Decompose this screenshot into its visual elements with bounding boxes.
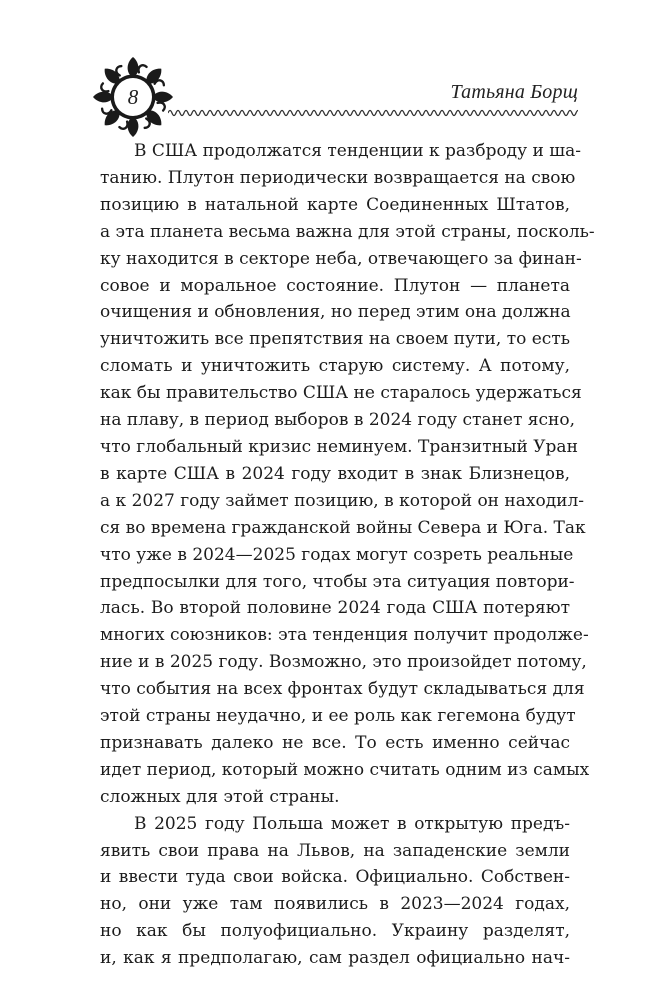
text-line: танию. Плутон периодически возвращается на свою	[100, 167, 576, 188]
body-text	[100, 138, 595, 972]
text-line: признавать далеко не все. То есть именно сейчас	[100, 732, 570, 753]
text-line: но как бы полуофициально. Украину разделят,	[100, 921, 570, 942]
text-line: позицию в натальной карте Соединенных Штатов,	[100, 194, 570, 215]
text-line: многих союзников: эта тенденция получит продолже-	[100, 625, 589, 646]
text-line: в карте США в 2024 году входит в знак Близнецов,	[100, 463, 570, 484]
text-line: ся во времена гражданской войны Севера и Юга. Так	[100, 517, 586, 538]
text-line: явить свои права на Львов, на западенские земли	[100, 840, 570, 861]
wavy-divider	[168, 106, 578, 120]
text-line: и ввести туда свои войска. Официально. Собствен-	[100, 867, 570, 888]
text-line: но, они уже там появились в 2023—2024 годах,	[100, 894, 570, 915]
paragraph	[100, 138, 595, 811]
text-line: ку находится в секторе неба, отвечающего за финан-	[100, 248, 582, 269]
text-line: что уже в 2024—2025 годах могут созреть реальные	[100, 544, 574, 565]
text-line: совое и моральное состояние. Плутон — планета	[100, 275, 570, 296]
text-line: что события на всех фронтах будут складываться для	[100, 679, 585, 700]
text-line: как бы правительство США не старалось удержаться	[100, 383, 582, 404]
paragraph	[100, 811, 570, 972]
page-header	[0, 0, 668, 140]
text-line: этой страны неудачно, и ее роль как гегемона будут	[100, 706, 576, 727]
text-line: идет период, который можно считать одним из самых	[100, 759, 590, 780]
text-line: В США продолжатся тенденции к разброду и ша-	[134, 141, 581, 161]
text-line: и, как я предполагаю, сам раздел официально нач-	[100, 948, 570, 969]
text-line: на плаву, в период выборов в 2024 году станет ясно,	[100, 410, 575, 431]
running-head-author: Татьяна Борщ	[450, 81, 578, 103]
text-line: лась. Во второй половине 2024 года США потеряют	[100, 598, 570, 619]
text-line: а к 2027 году займет позицию, в которой он находил-	[100, 490, 585, 511]
page-number: 8	[127, 84, 139, 109]
text-line: а эта планета весьма важна для этой страны, посколь-	[100, 221, 595, 242]
text-line: сложных для этой страны.	[100, 786, 340, 807]
text-line: что глобальный кризис неминуем. Транзитный Уран	[100, 436, 578, 457]
text-line: очищения и обновления, но перед этим она должна	[100, 302, 571, 323]
text-line: уничтожить все препятствия на своем пути, то есть	[100, 329, 570, 350]
text-line: сломать и уничтожить старую систему. А потому,	[100, 356, 570, 377]
text-line: В 2025 году Польша может в открытую предъ-	[134, 813, 570, 834]
text-line: предпосылки для того, чтобы эта ситуация повтори-	[100, 571, 575, 592]
text-line: ние и в 2025 году. Возможно, это произойдет потому,	[100, 652, 587, 673]
